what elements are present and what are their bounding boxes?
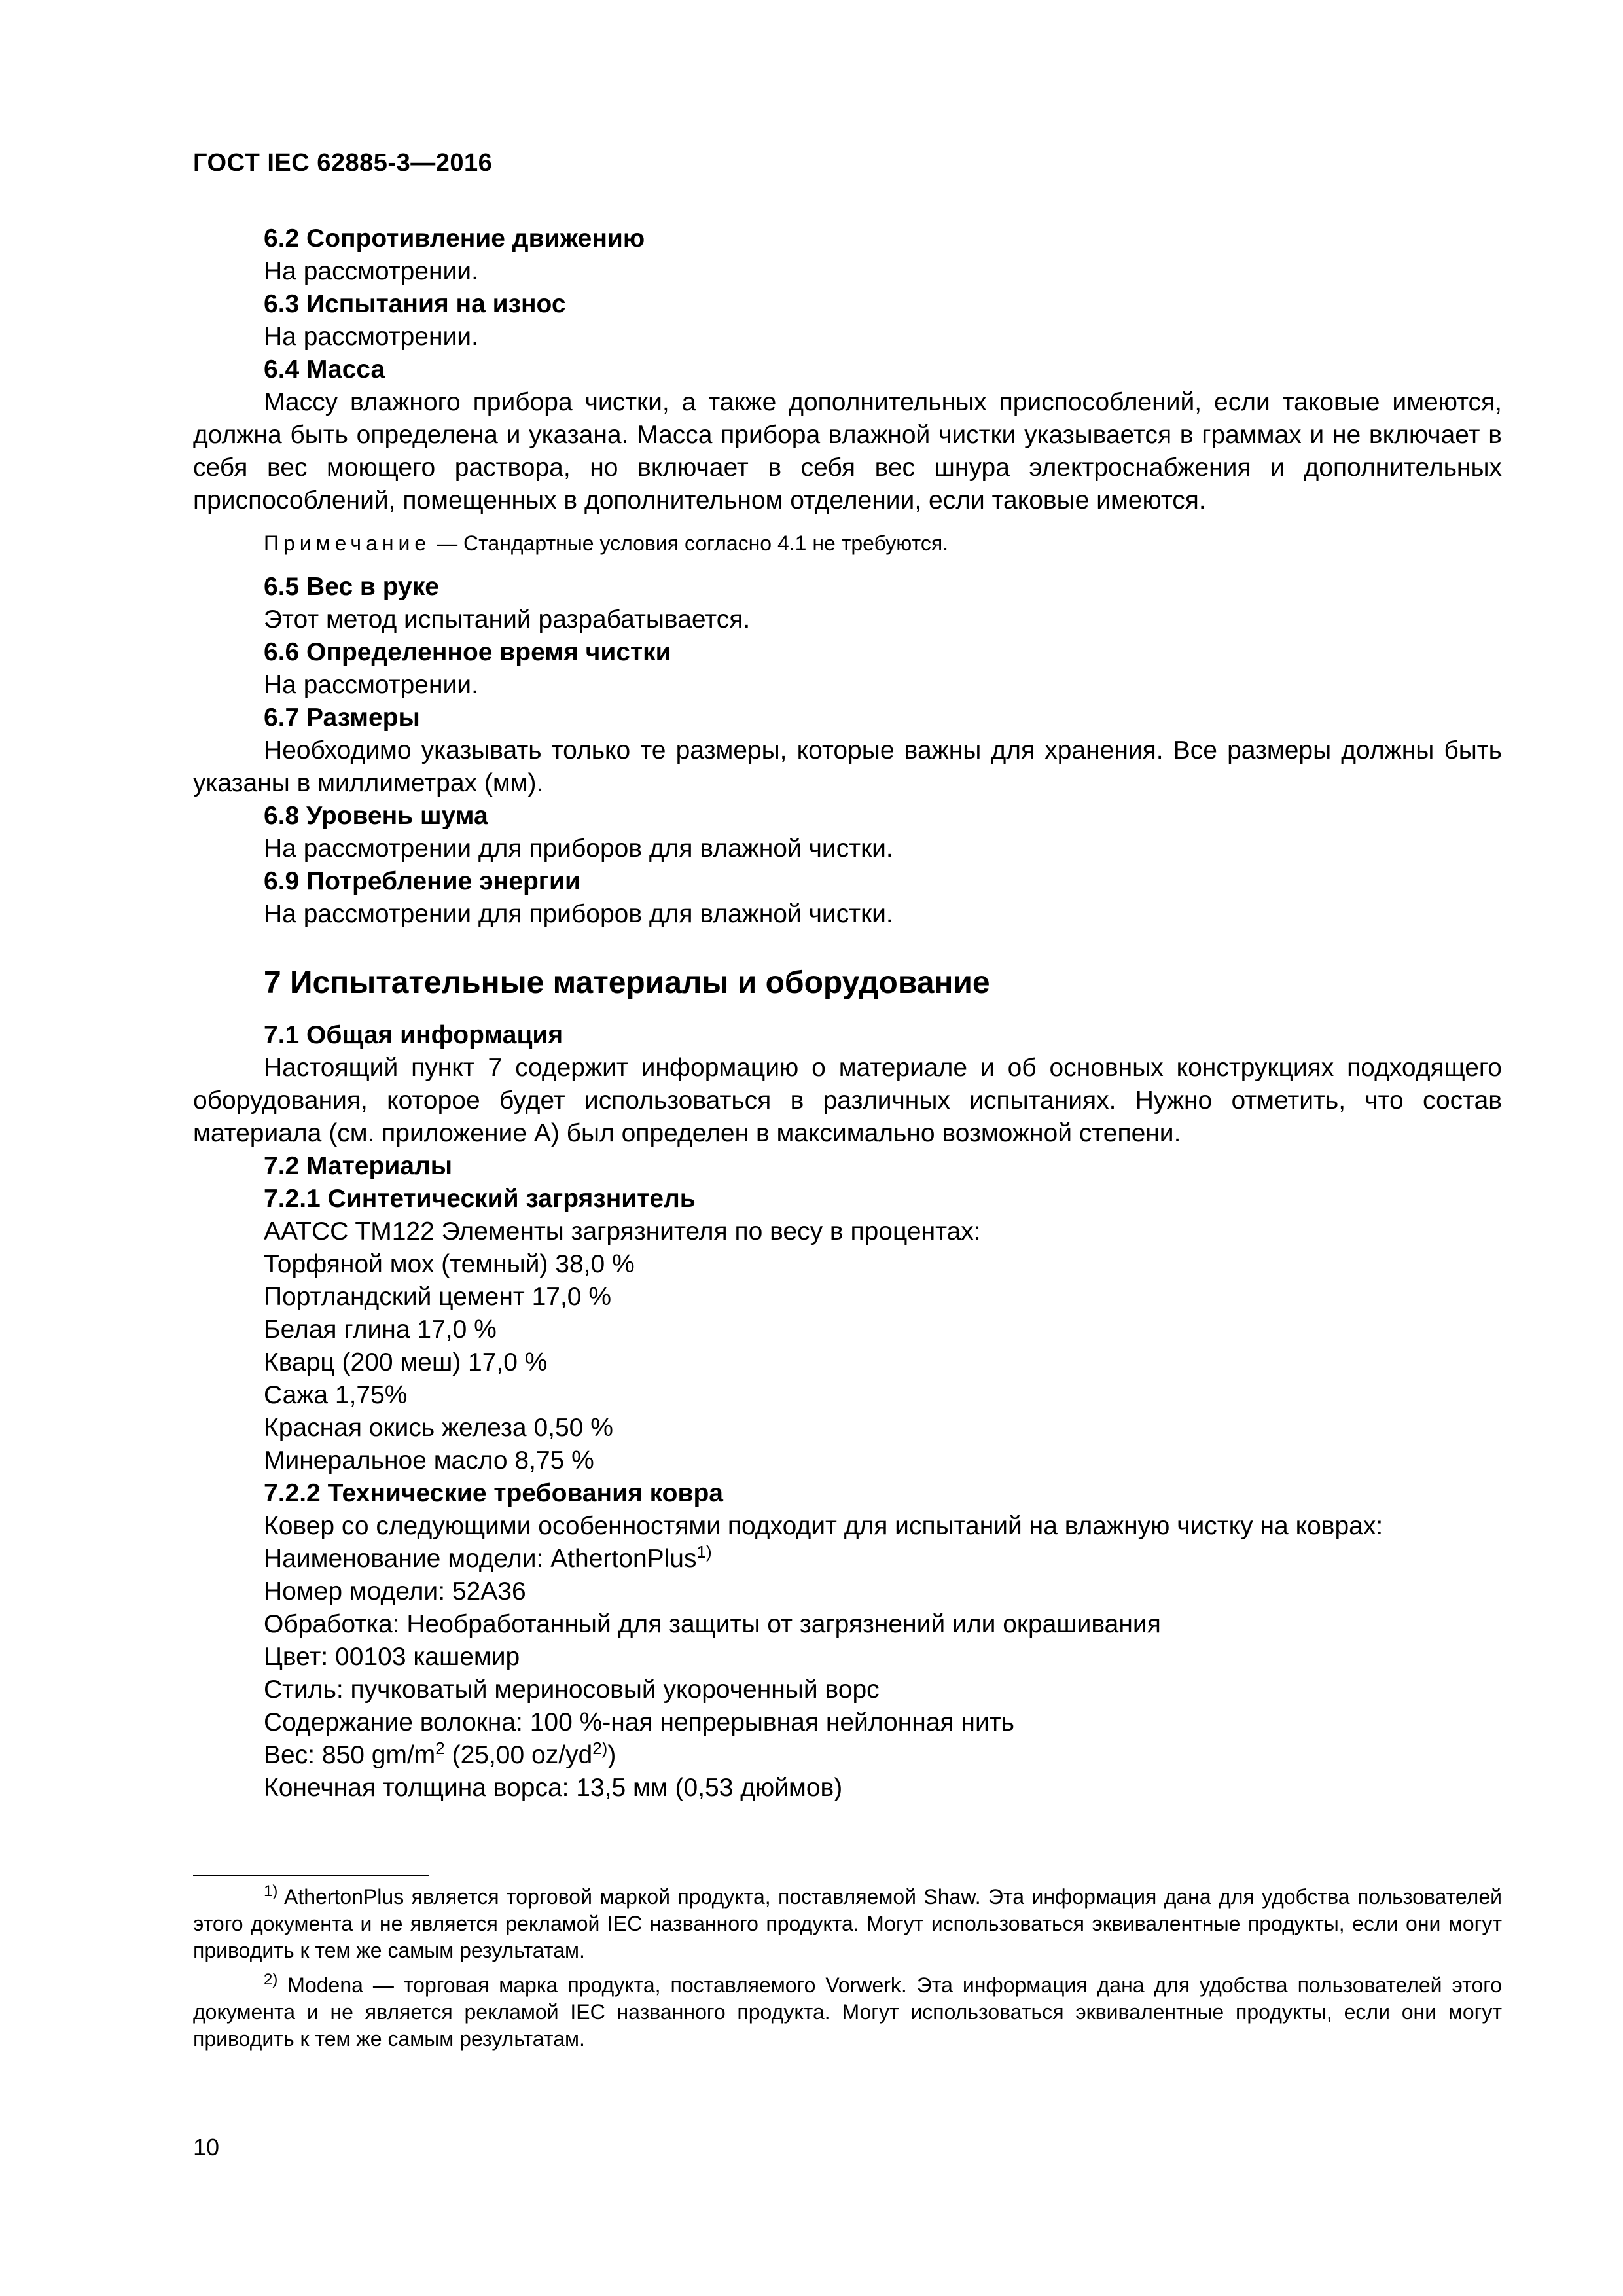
carpet-pile: Конечная толщина ворса: 13,5 мм (0,53 дюймов) xyxy=(264,1774,843,1802)
heading-6-7: 6.7 Размеры xyxy=(264,704,420,732)
footnote-ref-2: 2) xyxy=(592,1738,608,1758)
carpet-fiber: Содержание волокна: 100 %-ная непрерывная нейлонная нить xyxy=(264,1708,1014,1736)
document-page xyxy=(193,0,1502,2296)
heading-7-1: 7.1 Общая информация xyxy=(264,1021,563,1049)
heading-6-5: 6.5 Вес в руке xyxy=(264,573,439,601)
weight-part-b: (25,00 oz/yd xyxy=(444,1741,593,1769)
footnote-2 xyxy=(193,1972,1502,2053)
footnote-2-mark: 2) xyxy=(264,1971,278,1988)
carpet-model-name xyxy=(193,1543,1502,1575)
heading-6-8: 6.8 Уровень шума xyxy=(264,802,488,830)
heading-6-4: 6.4 Масса xyxy=(264,355,385,384)
carpet-weight xyxy=(193,1739,1502,1772)
text-7-1: Настоящий пункт 7 содержит информацию о материале и об основных конструкциях подходящего оборудования, которое будет использоваться в различных испытаниях. Нужно отметить, что состав материала (см. приложение А) был определен в максимально возможной степени. xyxy=(193,1054,1502,1147)
carpet-style: Стиль: пучковатый мериносовый укороченный ворс xyxy=(264,1676,880,1704)
text-6-3: На рассмотрении. xyxy=(264,323,478,351)
footnote-ref-1: 1) xyxy=(696,1542,712,1562)
note-6-4 xyxy=(193,530,1502,556)
note-text: — Стандартные условия согласно 4.1 не требуются. xyxy=(431,531,949,555)
footnote-separator xyxy=(193,1875,429,1876)
heading-6-6: 6.6 Определенное время чистки xyxy=(264,638,671,666)
text-6-7: Необходимо указывать только те размеры, которые важны для хранения. Все размеры должны быть указаны в миллиметрах (мм). xyxy=(193,736,1502,797)
text-6-6: На рассмотрении. xyxy=(264,671,478,699)
soil-line: Красная окись железа 0,50 % xyxy=(264,1414,613,1442)
soil-line: Портландский цемент 17,0 % xyxy=(264,1283,612,1311)
soil-line: Кварц (200 меш) 17,0 % xyxy=(264,1348,548,1376)
soil-line: Белая глина 17,0 % xyxy=(264,1316,497,1344)
note-label: Примечание xyxy=(264,531,431,555)
heading-6-3: 6.3 Испытания на износ xyxy=(264,290,566,318)
weight-part-a: Вес: 850 gm/m xyxy=(264,1741,436,1769)
heading-6-2: 6.2 Сопротивление движению xyxy=(264,224,645,253)
soil-line: Торфяной мох (темный) 38,0 % xyxy=(264,1250,635,1278)
section-7-title: 7 Испытательные материалы и оборудование xyxy=(264,965,990,1000)
text-6-8: На рассмотрении для приборов для влажной чистки. xyxy=(264,834,893,863)
heading-7-2-2: 7.2.2 Технические требования ковра xyxy=(264,1479,723,1507)
carpet-model-name-text: Наименование модели: AthertonPlus xyxy=(264,1545,697,1573)
footnote-2-text: Modena — торговая марка продукта, поставляемого Vorwerk. Эта информация дана для удобства пользователей этого документа и не является рекламой IEC названного продукта. Могут использоваться эквивалентные продукты, если они могут приводить к тем же самым результатам. xyxy=(193,1973,1502,2051)
soil-line: AATCC TM122 Элементы загрязнителя по весу в процентах: xyxy=(264,1217,981,1246)
heading-6-9: 6.9 Потребление энергии xyxy=(264,867,580,895)
footnotes xyxy=(193,1884,1502,2060)
carpet-color: Цвет: 00103 кашемир xyxy=(264,1643,520,1671)
footnote-1-mark: 1) xyxy=(264,1882,278,1900)
page-number: 10 xyxy=(193,2134,220,2161)
soil-line: Минеральное масло 8,75 % xyxy=(264,1446,594,1475)
soil-line: Сажа 1,75% xyxy=(264,1381,408,1409)
carpet-model-number: Номер модели: 52А36 xyxy=(264,1577,526,1605)
heading-7-2-1: 7.2.1 Синтетический загрязнитель xyxy=(264,1185,696,1213)
text-6-9: На рассмотрении для приборов для влажной чистки. xyxy=(264,900,893,928)
heading-7-2: 7.2 Материалы xyxy=(264,1152,453,1180)
footnote-1-text: AthertonPlus является торговой маркой продукта, поставляемой Shaw. Эта информация дана для удобства пользователей этого документа и не является рекламой IEC названного продукта. Могут использоваться эквивалентные продукты, если они могут приводить к тем же самым результатам. xyxy=(193,1885,1502,1962)
weight-sup-squared: 2 xyxy=(435,1738,445,1758)
text-6-5: Этот метод испытаний разрабатывается. xyxy=(264,605,751,634)
text-6-2: На рассмотрении. xyxy=(264,257,478,285)
document-body xyxy=(193,223,1502,1804)
carpet-treatment: Обработка: Необработанный для защиты от загрязнений или окрашивания xyxy=(264,1610,1161,1638)
weight-part-c: ) xyxy=(607,1741,616,1769)
carpet-intro: Ковер со следующими особенностями подходит для испытаний на влажную чистку на коврах: xyxy=(264,1512,1383,1540)
document-header: ГОСТ IEC 62885-3—2016 xyxy=(193,149,493,177)
footnote-1 xyxy=(193,1884,1502,1964)
text-6-4: Массу влажного прибора чистки, а также дополнительных приспособлений, если таковые имеются, должна быть определена и указана. Масса прибора влажной чистки указывается в граммах и не включает в себя вес моющего раствора, но включает в себя вес шнура электроснабжения и дополнительных приспособлений, помещенных в дополнительном отделении, если таковые имеются. xyxy=(193,388,1502,514)
